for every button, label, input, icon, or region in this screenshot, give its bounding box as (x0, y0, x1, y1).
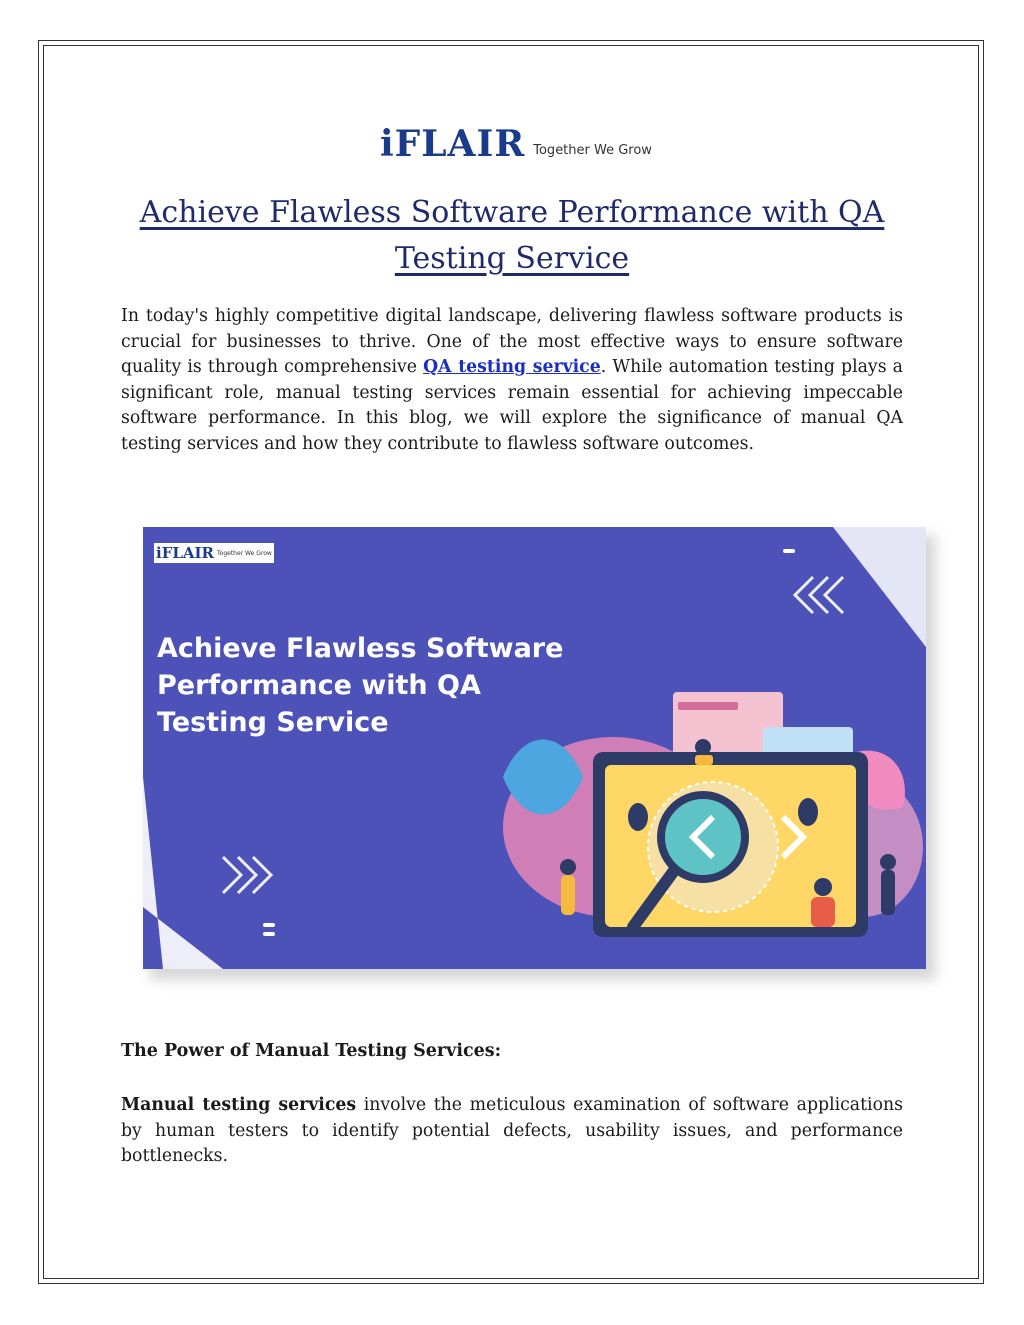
brand-logo-wordmark: iFLAIR (380, 123, 526, 165)
page-title: Achieve Flawless Software Performance with QA Testing Service (139, 195, 885, 276)
intro-text-end: . While automation testing plays a significant role, manual testing services remain essential for achieving impeccable software performance. In this blog, we will explore the significance of manual QA testing services and how they contribute to flawless software outcomes. (121, 357, 903, 454)
section-bold-lead: Manual testing services (121, 1095, 357, 1115)
qa-testing-service-link[interactable]: QA testing service (423, 357, 601, 378)
banner-logo-wordmark: iFLAIR (156, 544, 215, 562)
banner-illustration (143, 527, 926, 969)
brand-logo (380, 118, 652, 165)
brand-tagline: Together We Grow (533, 143, 652, 158)
banner-logo-tagline: Together We Grow (217, 549, 272, 557)
banner-headline: Achieve Flawless Software Performance with QA Testing Service (157, 633, 564, 738)
intro-text-start: In today's highly competitive digital landscape, delivering flawless software products is crucial for businesses to thrive. One of the most effective ways to ensure software quality is through comprehensive (121, 306, 903, 378)
section-paragraph (121, 1093, 903, 1170)
section-body-text: involve the meticulous examination of software applications by human testers to identify potential defects, usability issues, and performance bottlenecks. (121, 1095, 903, 1167)
intro-paragraph (121, 304, 903, 458)
banner-logo (154, 543, 274, 563)
hero-banner-image (143, 527, 926, 969)
section-heading: The Power of Manual Testing Services: (121, 1041, 502, 1061)
